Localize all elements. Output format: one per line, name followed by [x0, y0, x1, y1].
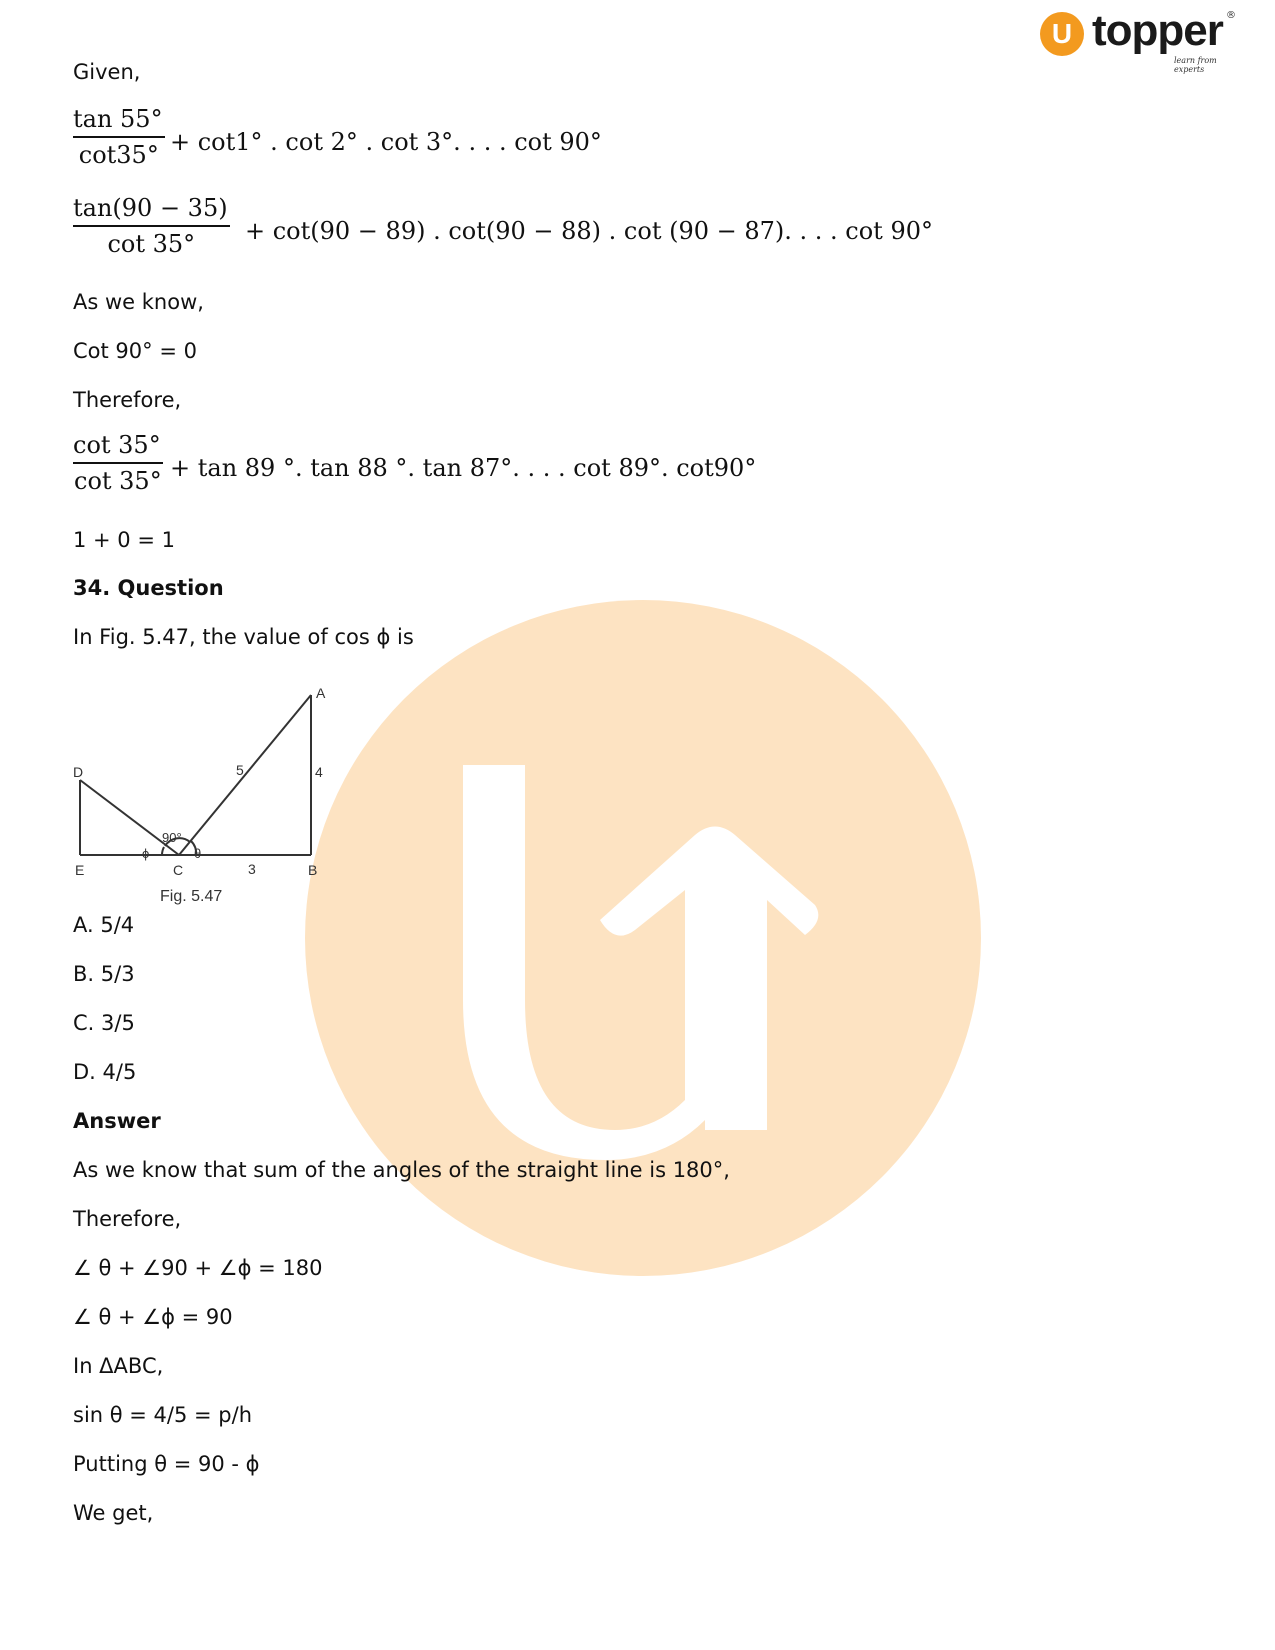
therefore-text: Therefore,: [73, 388, 182, 412]
fraction: [73, 105, 165, 169]
denominator: cot 35°: [73, 462, 163, 495]
numerator: cot 35°: [73, 431, 161, 459]
question-heading: 34. Question: [73, 576, 224, 600]
label-side-ab: 4: [315, 764, 323, 780]
fraction: [73, 431, 163, 495]
expression-3: [73, 431, 973, 501]
numerator: tan(90 − 35): [73, 194, 228, 222]
label-b: B: [308, 862, 318, 878]
equation-1: ∠ θ + ∠90 + ∠ϕ = 180: [73, 1256, 323, 1280]
expression-rest: + cot1° . cot 2° . cot 3°. . . . cot 90°: [170, 128, 602, 156]
label-angle-right: 90°: [162, 830, 182, 845]
topper-logo: [1040, 6, 1240, 74]
label-theta: θ: [194, 846, 202, 861]
answer-heading: Answer: [73, 1109, 161, 1133]
fraction: [73, 194, 230, 258]
result-text: 1 + 0 = 1: [73, 528, 175, 552]
label-side-cb: 3: [248, 861, 256, 877]
label-phi: ϕ: [142, 846, 150, 861]
option-c: C. 3/5: [73, 1011, 135, 1035]
option-a: A. 5/4: [73, 913, 135, 937]
equation-2: ∠ θ + ∠ϕ = 90: [73, 1305, 233, 1329]
label-side-ac: 5: [236, 762, 244, 778]
answer-line-1: As we know that sum of the angles of the straight line is 180°,: [73, 1158, 730, 1182]
label-a: A: [316, 685, 326, 701]
label-c: C: [173, 862, 184, 878]
therefore-text-2: Therefore,: [73, 1207, 182, 1231]
as-we-know-text: As we know,: [73, 290, 204, 314]
label-d: D: [73, 764, 84, 780]
logo-tagline: learn from experts: [1174, 56, 1217, 74]
line-ca: [179, 695, 311, 855]
denominator: cot 35°: [73, 225, 230, 258]
expression-rest: + tan 89 °. tan 88 °. tan 87°. . . . cot 89°. cot90°: [170, 454, 757, 482]
label-e: E: [75, 862, 85, 878]
expression-rest: + cot(90 − 89) . cot(90 − 88) . cot (90 − 87). . . . cot 90°: [245, 217, 933, 245]
question-text: In Fig. 5.47, the value of cos ϕ is: [73, 625, 414, 649]
denominator: cot35°: [73, 136, 165, 169]
expression-1: [73, 105, 973, 175]
cot90-text: Cot 90° = 0: [73, 339, 197, 363]
option-b: B. 5/3: [73, 962, 135, 986]
given-text: Given,: [73, 60, 141, 84]
sin-equation: sin θ = 4/5 = p/h: [73, 1403, 253, 1427]
figure-caption: Fig. 5.47: [160, 888, 223, 905]
numerator: tan 55°: [73, 105, 163, 133]
logo-wordmark: topper: [1092, 6, 1223, 55]
angle-phi-arc: [162, 847, 164, 855]
option-d: D. 4/5: [73, 1060, 137, 1084]
logo-mark: U: [1051, 18, 1073, 49]
we-get-text: We get,: [73, 1501, 154, 1525]
figure-5-47: [70, 680, 340, 920]
triangle-text: In ΔABC,: [73, 1354, 164, 1378]
expression-2: [73, 194, 973, 264]
putting-text: Putting θ = 90 - ϕ: [73, 1452, 260, 1476]
logo-registered: ®: [1226, 10, 1236, 21]
